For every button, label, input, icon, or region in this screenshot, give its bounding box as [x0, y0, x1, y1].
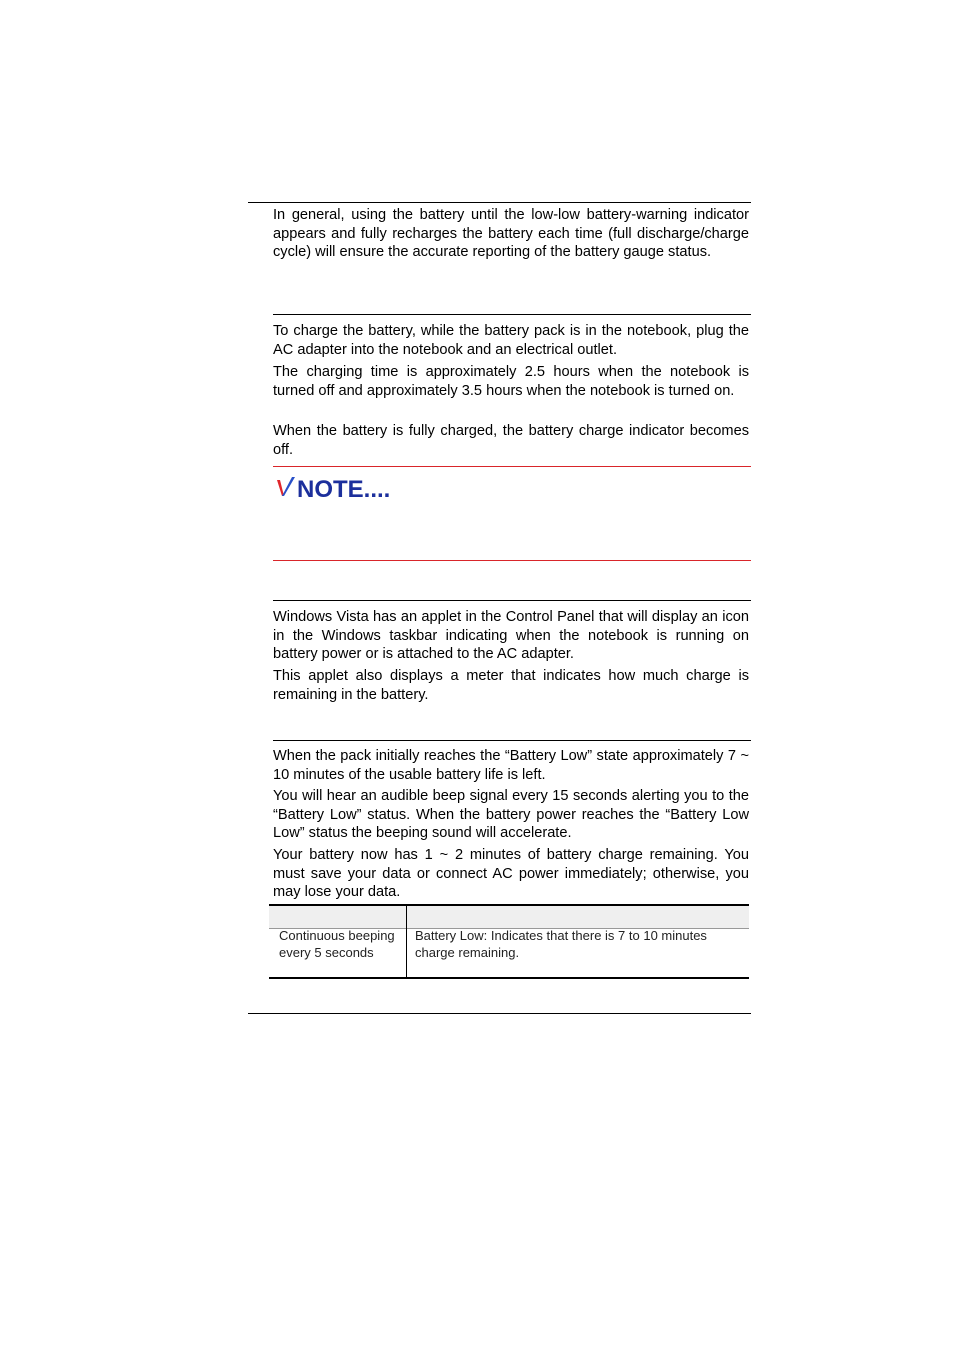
paragraph-vista-applet: Windows Vista has an applet in the Control Panel that will display an icon in the Windows taskbar indicating when the notebook is running on battery power or is attached to the AC adapter.: [273, 609, 749, 662]
table-column-divider: [406, 927, 407, 977]
note-divider-bottom: [273, 560, 751, 561]
note-label: NOTE....: [297, 476, 391, 502]
divider-battery-low: [273, 740, 751, 741]
divider-windows-vista: [273, 600, 751, 601]
divider-top: [248, 202, 751, 203]
table-cell-signal: Continuous beeping every 5 seconds: [279, 928, 395, 960]
paragraph-charging-time: The charging time is approximately 2.5 hours when the notebook is turned off and approximately 3.5 hours when the notebook is turned on.: [273, 364, 749, 399]
paragraph-meter: This applet also displays a meter that indicates how much charge is remaining in the battery.: [273, 668, 749, 703]
note-logo-icon: [275, 474, 410, 502]
paragraph-charge-battery: To charge the battery, while the battery pack is in the notebook, plug the AC adapter into the notebook and an electrical outlet.: [273, 323, 749, 358]
paragraph-battery-low-state: When the pack initially reaches the “Battery Low” state approximately 7 ~ 10 minutes of the usable battery life is left.: [273, 748, 749, 783]
divider-footer: [248, 1013, 751, 1014]
table-row: [269, 927, 749, 979]
paragraph-fully-charged: When the battery is fully charged, the battery charge indicator becomes off.: [273, 423, 749, 458]
note-divider-top: [273, 466, 751, 467]
paragraph-save-data: Your battery now has 1 ~ 2 minutes of battery charge remaining. You must save your data or connect AC power immediately; otherwise, you may lose your data.: [273, 847, 749, 900]
paragraph-battery-gauge: In general, using the battery until the low-low battery-warning indicator appears and fully recharges the battery each time (full discharge/charge cycle) will ensure the accurate reporting of the battery gauge status.: [273, 207, 749, 260]
divider-charging: [273, 314, 751, 315]
table-header: [269, 904, 749, 929]
paragraph-beep-signal: You will hear an audible beep signal every 15 seconds alerting you to the “Battery Low” status. When the battery power reaches the “Battery Low Low” status the beeping sound will accelerate.: [273, 788, 749, 841]
table-header-divider: [406, 906, 407, 928]
table-cell-meaning: Battery Low: Indicates that there is 7 to 10 minutes charge remaining.: [415, 928, 707, 960]
